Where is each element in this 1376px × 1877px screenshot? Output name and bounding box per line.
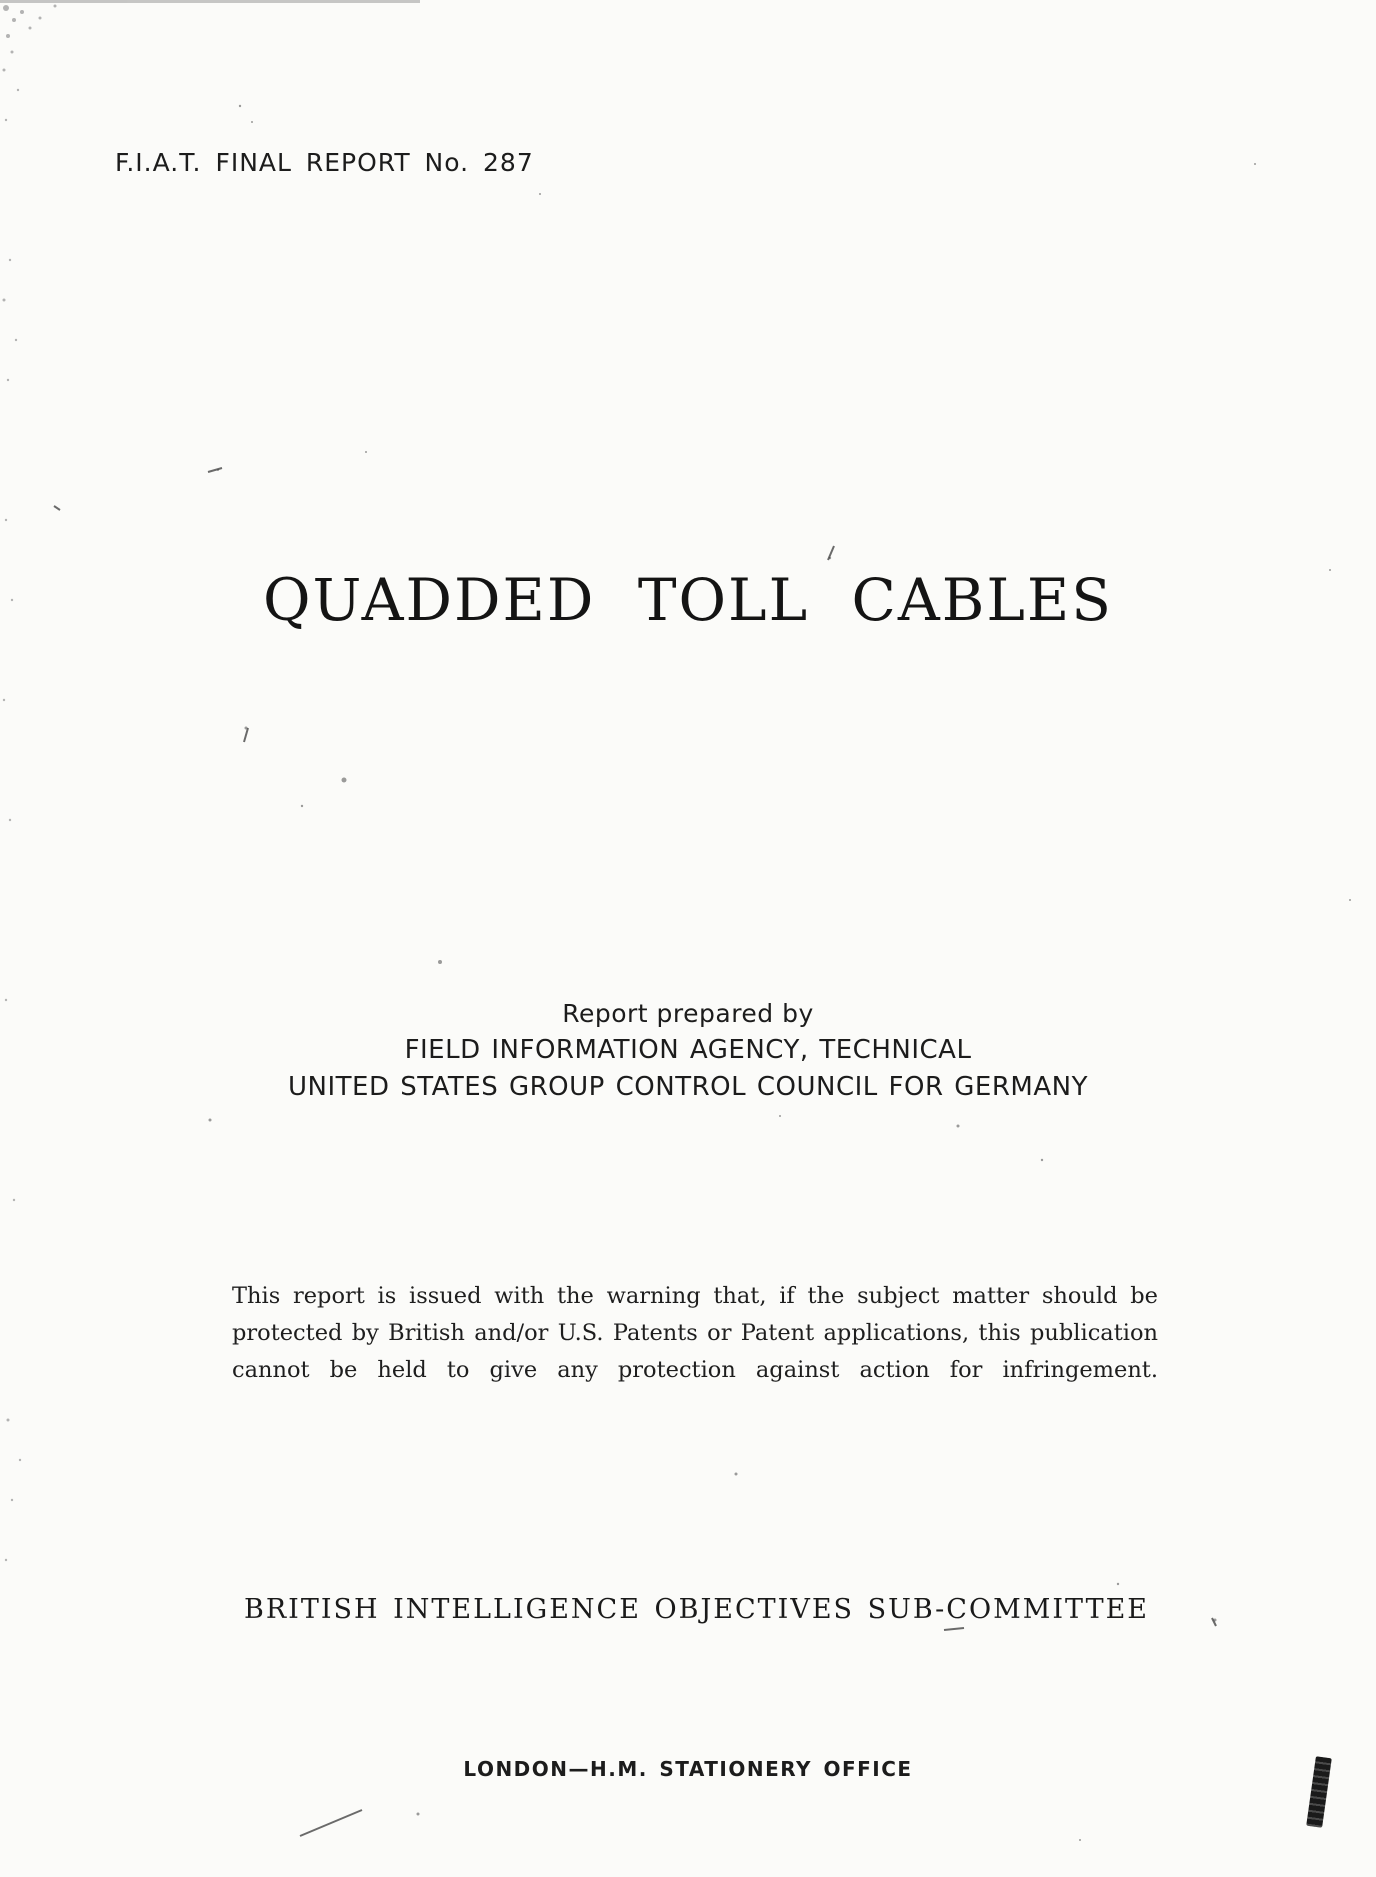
report-title: QUADDED TOLL CABLES [263,566,1113,634]
patent-warning-paragraph [232,1278,1158,1389]
warning-line: This report is issued with the warning that, if the subject matter should be [232,1283,1158,1309]
prepared-by-label: Report prepared by [562,999,814,1028]
scattered-specks [209,105,1352,1841]
publisher-line: LONDON—H.M. STATIONERY OFFICE [463,1757,913,1781]
committee-name: BRITISH INTELLIGENCE OBJECTIVES SUB-COMMITTEE [244,1594,1149,1625]
stray-marks [54,468,1216,1836]
council-name: UNITED STATES GROUP CONTROL COUNCIL FOR GERMANY [288,1072,1088,1102]
prepared-by-block [0,995,1376,1106]
report-number: F.I.A.T. FINAL REPORT No. 287 [115,148,534,177]
warning-line: protected by British and/or U.S. Patents or Patent applications, this publication [232,1320,1158,1346]
agency-name: FIELD INFORMATION AGENCY, TECHNICAL [404,1035,972,1065]
warning-line: cannot be held to give any protection against action for infringement. [232,1357,1158,1383]
